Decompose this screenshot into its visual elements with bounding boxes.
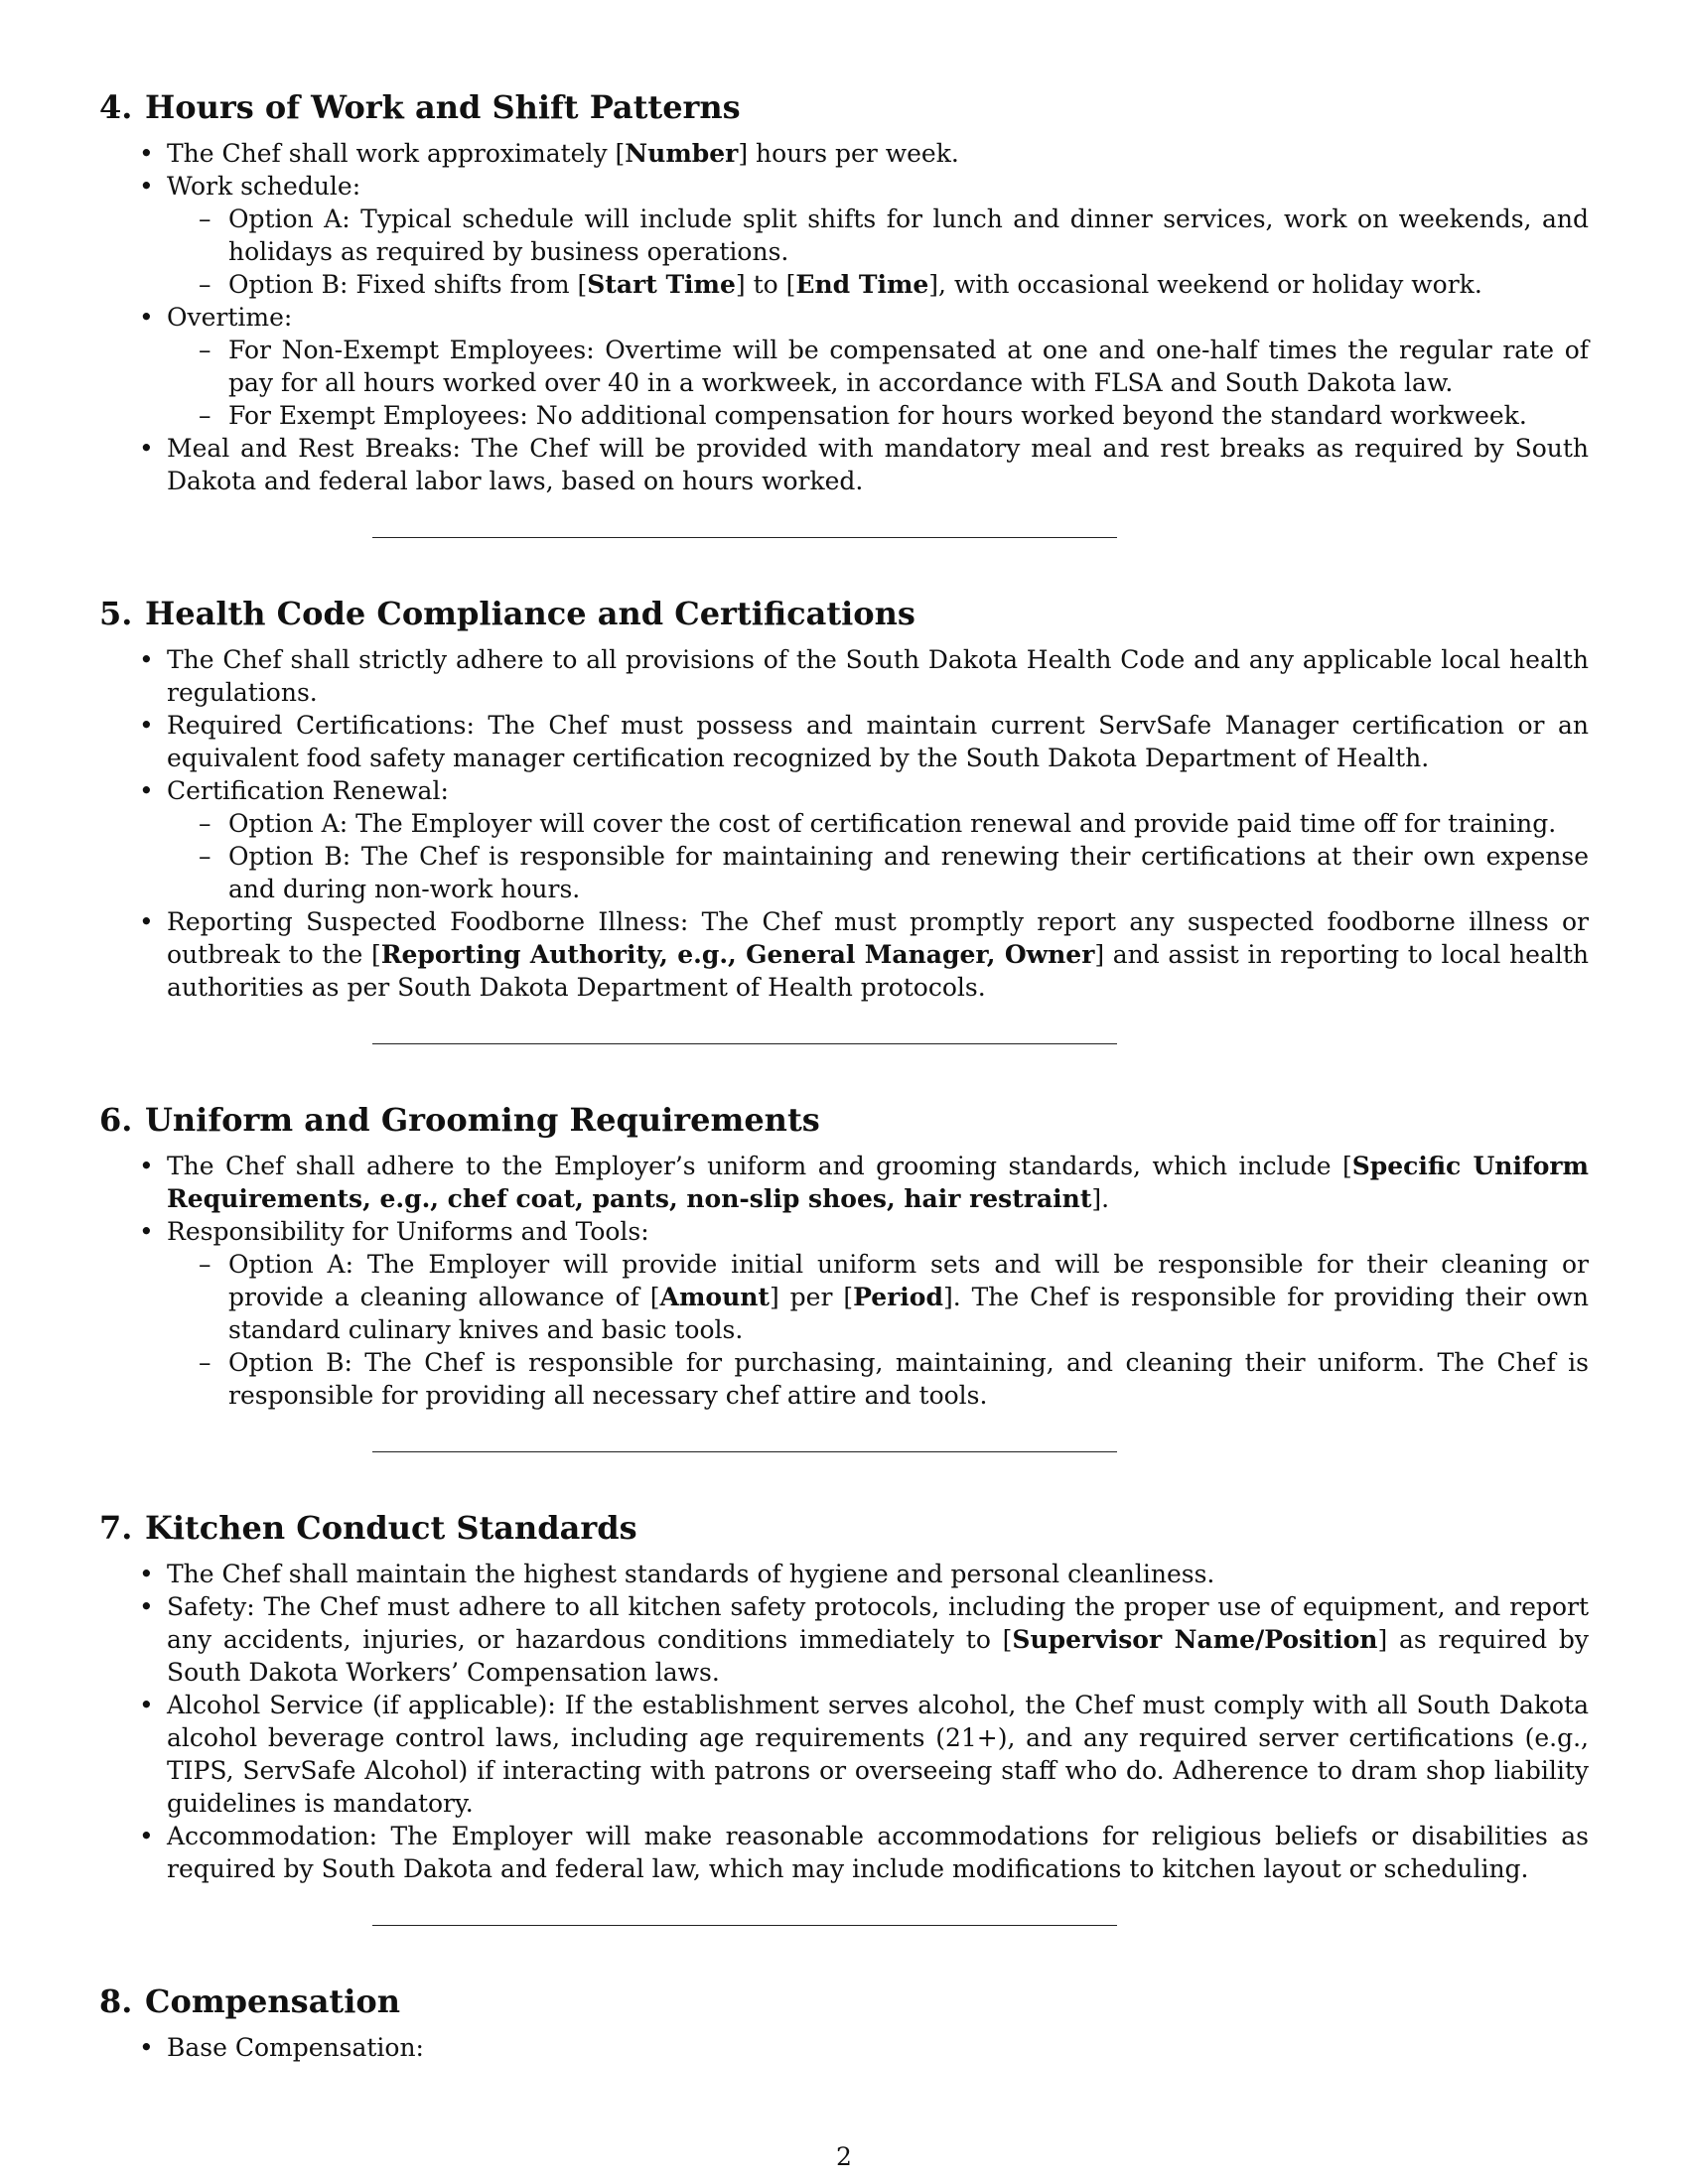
text-run: ], with occasional weekend or holiday work. <box>928 270 1482 299</box>
dash-icon: – <box>199 401 211 430</box>
section-number: 5. <box>99 595 133 632</box>
sub-list-item <box>167 1346 1589 1412</box>
list-item <box>99 643 1589 709</box>
placeholder-field: Number <box>625 139 739 168</box>
page-number: 2 <box>836 2142 852 2171</box>
text-run: ] hours per week. <box>738 139 959 168</box>
list-item-text: Required Certifications: The Chef must possess and maintain current ServSafe Manager certification or an equivalent food safety manager certification recognized by the South Dakota Department of Health. <box>167 711 1589 772</box>
placeholder-field: Amount <box>659 1283 770 1311</box>
list-item <box>99 170 1589 301</box>
section-heading <box>99 1981 1589 2021</box>
text-run: ]. <box>1091 1184 1110 1213</box>
bullet-icon: • <box>139 907 154 936</box>
list-item-text: Alcohol Service (if applicable): If the establishment serves alcohol, the Chef must comply with all South Dakota alcohol beverage control laws, including age requirements (21+), and any required server certifications (e.g., TIPS, ServSafe Alcohol) if interacting with patrons or overseeing staff who do. Adherence to dram shop liability guidelines is mandatory. <box>167 1691 1589 1818</box>
list-item <box>99 1558 1589 1590</box>
sub-item-text: Option B: The Chef is responsible for maintaining and renewing their certifications at their own expense and during non-work hours. <box>228 842 1589 903</box>
sub-list-item <box>167 334 1589 399</box>
section-title: Uniform and Grooming Requirements <box>145 1101 820 1139</box>
list-item-text: Accommodation: The Employer will make reasonable accommodations for religious beliefs or disabilities as required by South Dakota and federal law, which may include modifications to kitchen layout or scheduling. <box>167 1822 1589 1883</box>
section-divider <box>372 537 1117 538</box>
list-item <box>99 1590 1589 1689</box>
section-title: Hours of Work and Shift Patterns <box>145 88 741 126</box>
list-item <box>99 1820 1589 1885</box>
text-run: ] as required by South Dakota Workers’ Compensation laws. <box>167 1625 1589 1687</box>
list-item-text: Certification Renewal: <box>167 776 449 805</box>
section <box>99 1981 1589 2064</box>
bullet-icon: • <box>139 1592 154 1621</box>
section-title: Kitchen Conduct Standards <box>145 1509 637 1547</box>
placeholder-field: Reporting Authority, e.g., General Manager, Owner <box>380 940 1095 969</box>
dash-icon: – <box>199 205 211 233</box>
sub-list-item <box>167 268 1589 301</box>
bullet-icon: • <box>139 303 154 332</box>
list-item <box>99 905 1589 1004</box>
dash-icon: – <box>199 809 211 838</box>
text-run: Option A: The Employer will provide initial uniform sets and will be responsible for their cleaning or provide a cleaning allowance of [ <box>228 1250 1589 1311</box>
section-divider <box>372 1043 1117 1044</box>
placeholder-field: Start Time <box>587 270 736 299</box>
sub-list-item <box>167 203 1589 268</box>
sub-list <box>167 1248 1589 1412</box>
placeholder-field: Period <box>853 1283 943 1311</box>
bullet-icon: • <box>139 776 154 805</box>
text-run: The Chef shall work approximately [ <box>167 139 626 168</box>
section-heading <box>99 87 1589 127</box>
section-number: 6. <box>99 1101 133 1139</box>
list-item <box>99 1689 1589 1820</box>
document-body <box>99 87 1589 2064</box>
section-number: 8. <box>99 1982 133 2020</box>
list-item-text: The Chef shall maintain the highest standards of hygiene and personal cleanliness. <box>167 1560 1215 1588</box>
sub-list-item <box>167 399 1589 432</box>
list-item <box>99 774 1589 905</box>
section-title: Compensation <box>145 1982 400 2020</box>
bullet-icon: • <box>139 139 154 168</box>
bullet-list <box>99 1150 1589 1412</box>
bullet-icon: • <box>139 1152 154 1180</box>
section-divider <box>372 1925 1117 1926</box>
text-run: Reporting Suspected Foodborne Illness: The Chef must promptly report any suspected foodborne illness or outbreak to the [ <box>167 907 1589 969</box>
sub-list <box>167 807 1589 905</box>
sub-item-text: Option B: The Chef is responsible for purchasing, maintaining, and cleaning their uniform. The Chef is responsible for providing all necessary chef attire and tools. <box>228 1348 1589 1410</box>
list-item-text: Meal and Rest Breaks: The Chef will be provided with mandatory meal and rest breaks as required by South Dakota and federal labor laws, based on hours worked. <box>167 434 1589 495</box>
list-item <box>99 301 1589 432</box>
section <box>99 594 1589 1004</box>
list-item <box>99 1150 1589 1215</box>
text-run: ] to [ <box>735 270 796 299</box>
dash-icon: – <box>199 1250 211 1279</box>
section <box>99 1100 1589 1412</box>
list-item-text: Base Compensation: <box>167 2033 424 2062</box>
sub-item-text: For Exempt Employees: No additional compensation for hours worked beyond the standard workweek. <box>228 401 1527 430</box>
list-item <box>99 709 1589 774</box>
bullet-icon: • <box>139 1560 154 1588</box>
sub-list <box>167 203 1589 301</box>
text-run: ] and assist in reporting to local health authorities as per South Dakota Department of Health protocols. <box>167 940 1590 1002</box>
list-item <box>99 1215 1589 1412</box>
sub-list-item <box>167 807 1589 840</box>
list-item <box>99 137 1589 170</box>
list-item-text: Overtime: <box>167 303 293 332</box>
list-item <box>99 2031 1589 2064</box>
bullet-icon: • <box>139 1217 154 1246</box>
sub-item-text: Option A: The Employer will cover the cost of certification renewal and provide paid time off for training. <box>228 809 1557 838</box>
sub-list-item <box>167 1248 1589 1346</box>
text-run: Safety: The Chef must adhere to all kitchen safety protocols, including the proper use of equipment, and report any accidents, injuries, or hazardous conditions immediately to [ <box>167 1592 1589 1654</box>
text-run: The Chef shall adhere to the Employer’s uniform and grooming standards, which include [ <box>167 1152 1352 1180</box>
text-run: Option B: Fixed shifts from [ <box>228 270 588 299</box>
placeholder-field: Supervisor Name/Position <box>1012 1625 1378 1654</box>
dash-icon: – <box>199 842 211 871</box>
bullet-icon: • <box>139 645 154 674</box>
sub-item-text: For Non-Exempt Employees: Overtime will be compensated at one and one-half times the regular rate of pay for all hours worked over 40 in a workweek, in accordance with FLSA and South Dakota law. <box>228 336 1589 397</box>
dash-icon: – <box>199 336 211 364</box>
bullet-icon: • <box>139 711 154 740</box>
section <box>99 1508 1589 1885</box>
bullet-list <box>99 137 1589 497</box>
dash-icon: – <box>199 270 211 299</box>
list-item-text: Responsibility for Uniforms and Tools: <box>167 1217 649 1246</box>
bullet-list <box>99 2031 1589 2064</box>
section-number: 7. <box>99 1509 133 1547</box>
section-heading <box>99 1508 1589 1548</box>
placeholder-field: Specific Uniform Requirements, e.g., chef coat, pants, non-slip shoes, hair restraint <box>167 1152 1589 1213</box>
bullet-icon: • <box>139 1691 154 1719</box>
bullet-icon: • <box>139 434 154 463</box>
text-run: ] per [ <box>769 1283 854 1311</box>
placeholder-field: End Time <box>795 270 929 299</box>
bullet-list <box>99 643 1589 1004</box>
bullet-icon: • <box>139 1822 154 1850</box>
sub-list <box>167 334 1589 432</box>
dash-icon: – <box>199 1348 211 1377</box>
section-number: 4. <box>99 88 133 126</box>
section-heading <box>99 1100 1589 1140</box>
section-title: Health Code Compliance and Certifications <box>145 595 915 632</box>
list-item <box>99 432 1589 497</box>
list-item-text: The Chef shall strictly adhere to all provisions of the South Dakota Health Code and any applicable local health regulations. <box>167 645 1589 707</box>
bullet-icon: • <box>139 172 154 201</box>
bullet-icon: • <box>139 2033 154 2062</box>
text-run: ]. The Chef is responsible for providing their own standard culinary knives and basic tools. <box>228 1283 1589 1344</box>
section-divider <box>372 1451 1117 1452</box>
sub-list-item <box>167 840 1589 905</box>
sub-item-text: Option A: Typical schedule will include split shifts for lunch and dinner services, work on weekends, and holidays as required by business operations. <box>228 205 1589 266</box>
list-item-text: Work schedule: <box>167 172 361 201</box>
bullet-list <box>99 1558 1589 1885</box>
section <box>99 87 1589 497</box>
section-heading <box>99 594 1589 633</box>
